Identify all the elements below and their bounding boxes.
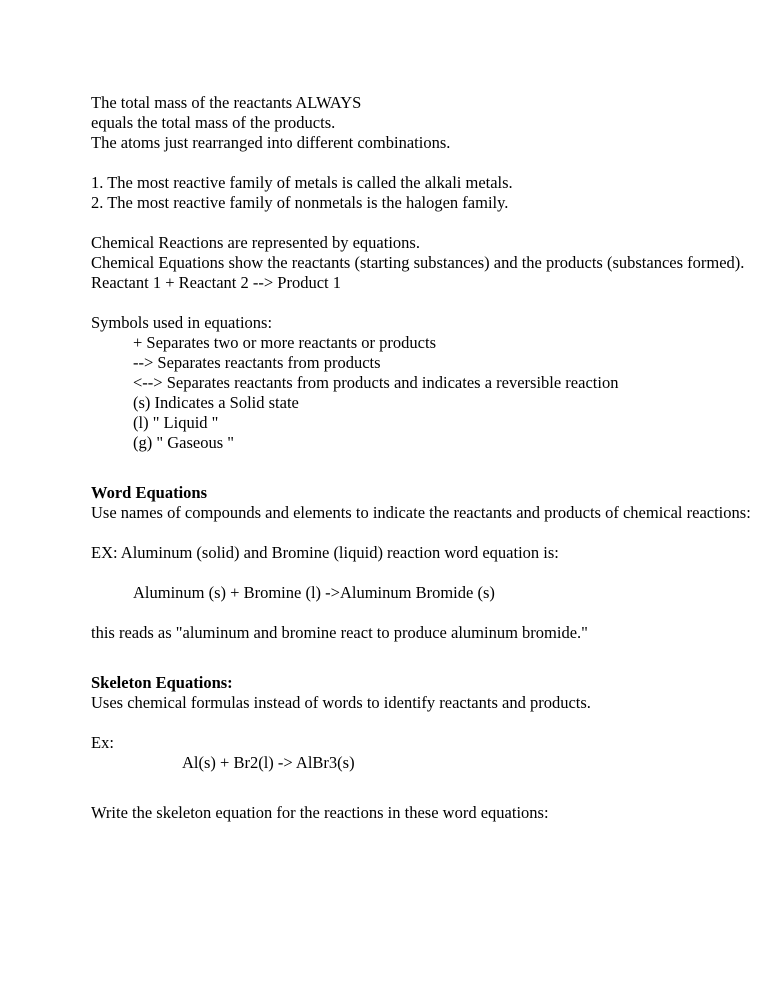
intro-line-1: The total mass of the reactants ALWAYS [91,93,362,112]
reactions-line-2: Chemical Equations show the reactants (starting substances) and the products (substances formed). [91,253,745,272]
symbol-item-reversible: <--> Separates reactants from products and indicates a reversible reaction [133,373,619,392]
reactions-line-1: Chemical Reactions are represented by equations. [91,233,420,252]
intro-line-3: The atoms just rearranged into different combinations. [91,133,451,152]
word-equations-heading: Word Equations [91,483,207,502]
symbol-item-liquid: (l) " Liquid " [133,413,219,432]
skeleton-equations-description: Uses chemical formulas instead of words to identify reactants and products. [91,693,591,712]
family-fact-2: 2. The most reactive family of nonmetals is the halogen family. [91,193,509,212]
skeleton-equation: Al(s) + Br2(l) -> AlBr3(s) [182,753,355,772]
symbol-item-solid: (s) Indicates a Solid state [133,393,299,412]
skeleton-equations-heading: Skeleton Equations: [91,673,233,692]
family-fact-1: 1. The most reactive family of metals is called the alkali metals. [91,173,513,192]
word-equation: Aluminum (s) + Bromine (l) ->Aluminum Bromide (s) [133,583,495,602]
word-equations-description: Use names of compounds and elements to indicate the reactants and products of chemical reactions: [91,503,751,522]
reactions-example: Reactant 1 + Reactant 2 --> Product 1 [91,273,341,292]
symbols-heading: Symbols used in equations: [91,313,273,332]
symbol-item-gaseous: (g) " Gaseous " [133,433,234,452]
skeleton-example-label: Ex: [91,733,114,752]
symbol-item-plus: + Separates two or more reactants or products [133,333,436,352]
symbol-item-arrow: --> Separates reactants from products [133,353,381,372]
word-equation-reading: this reads as "aluminum and bromine react to produce aluminum bromide." [91,623,588,642]
word-equations-example-intro: EX: Aluminum (solid) and Bromine (liquid) reaction word equation is: [91,543,559,562]
skeleton-task: Write the skeleton equation for the reactions in these word equations: [91,803,549,822]
intro-line-2: equals the total mass of the products. [91,113,336,132]
document-body [91,93,751,823]
